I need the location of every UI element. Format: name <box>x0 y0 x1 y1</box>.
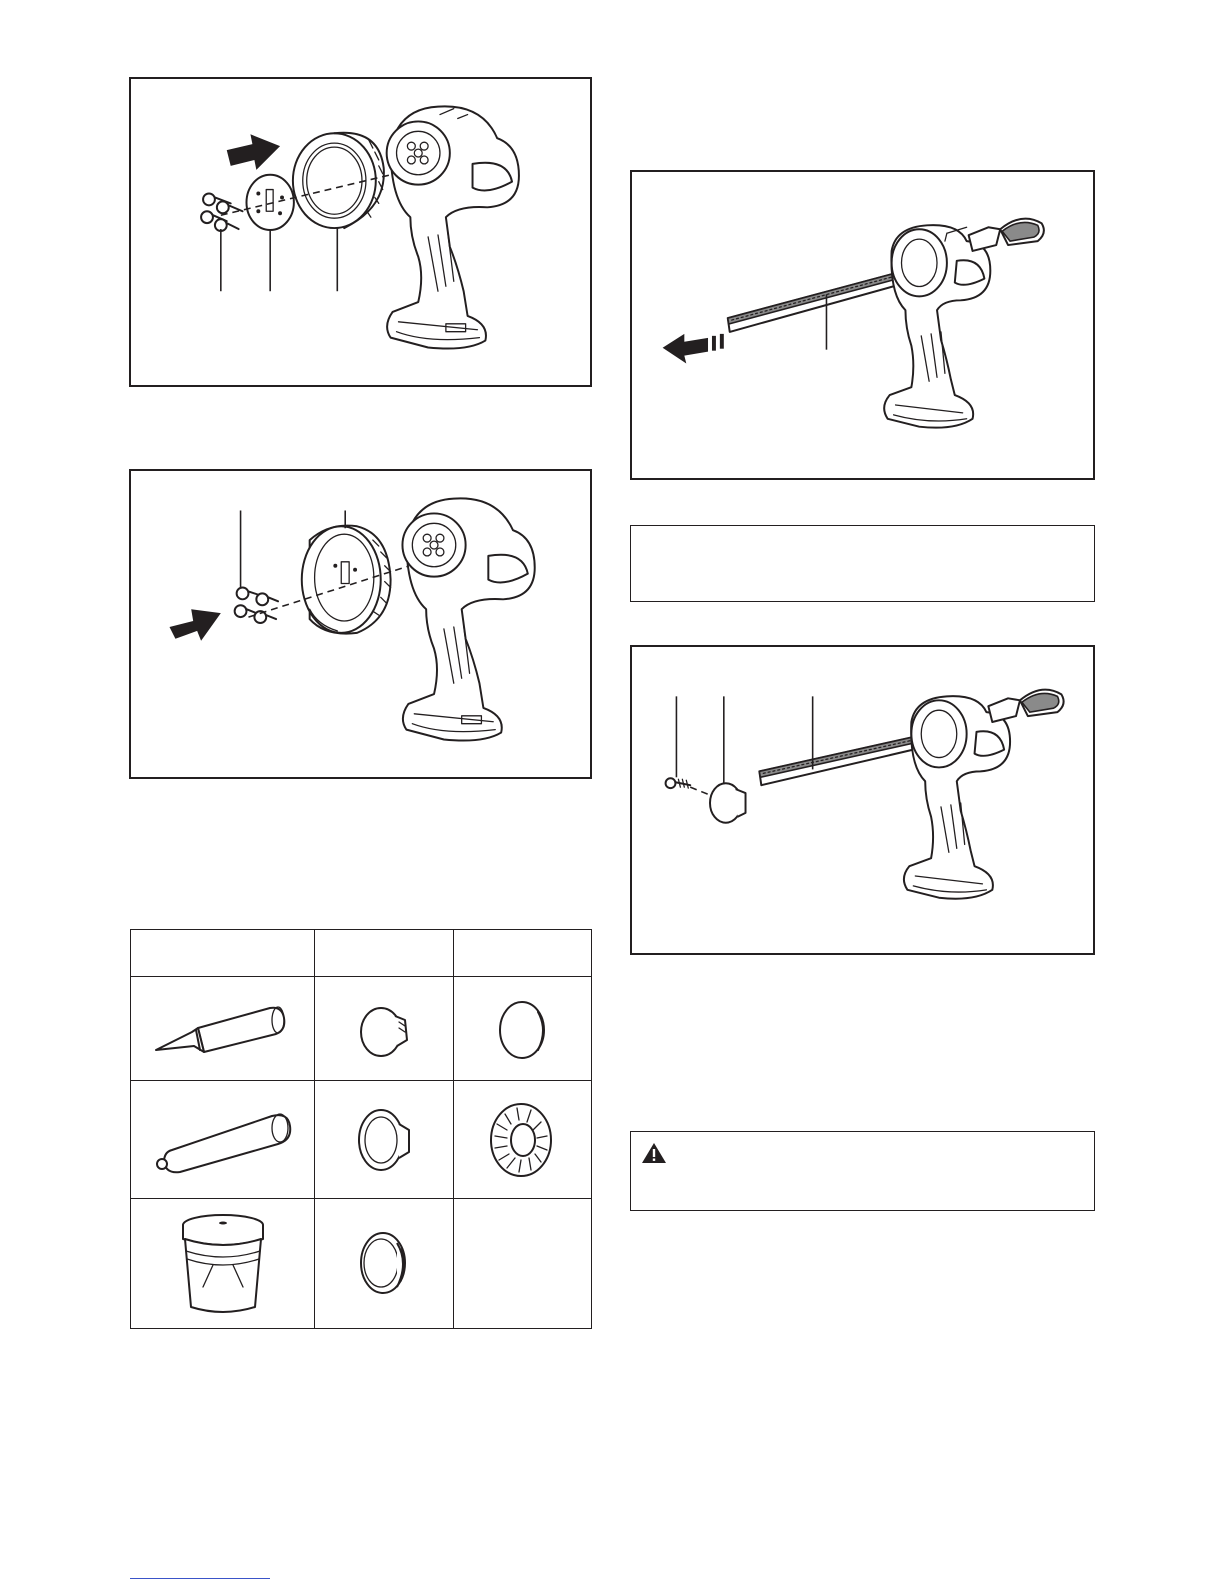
pull-arrow-icon <box>663 334 724 364</box>
cartridge-icon <box>148 994 298 1064</box>
table-header-piston-b <box>454 930 592 977</box>
figure-cap-disassembly <box>129 77 592 387</box>
footer-link[interactable] <box>130 1578 270 1579</box>
caulking-gun-body-icon <box>884 219 1044 428</box>
table-cell <box>454 1081 592 1199</box>
small-piston-icon <box>349 994 419 1064</box>
figure-rack-removal <box>630 170 1095 480</box>
screw-icon <box>235 587 278 623</box>
table-row <box>131 1199 592 1329</box>
table-row <box>131 977 592 1081</box>
table-cell <box>315 1081 454 1199</box>
bulk-piston-icon <box>349 1219 419 1309</box>
push-arrow-icon <box>227 134 280 170</box>
warning-box <box>630 1131 1095 1211</box>
sausage-pack-icon <box>148 1100 298 1180</box>
table-cell <box>454 977 592 1081</box>
figure-cap-assembly <box>129 469 592 779</box>
figure-piston-assembly <box>630 645 1095 955</box>
caulking-gun-body-icon <box>904 690 1064 899</box>
caulking-gun-body-icon <box>387 106 519 348</box>
plate-icon <box>246 175 293 230</box>
ribbed-disc-icon <box>483 1100 563 1180</box>
piston-icon <box>710 783 746 822</box>
table-cell <box>315 1199 454 1329</box>
table-header-row <box>131 930 592 977</box>
warning-triangle-icon <box>641 1142 667 1164</box>
bucket-icon <box>173 1209 273 1319</box>
cap-nut-icon <box>302 526 391 634</box>
table-cell <box>131 977 315 1081</box>
table-header-piston-a <box>315 930 454 977</box>
table-row <box>131 1081 592 1199</box>
table-header-material <box>131 930 315 977</box>
table-cell-empty <box>454 1199 592 1329</box>
material-piston-table <box>130 929 592 1329</box>
rimmed-piston-icon <box>349 1100 419 1180</box>
screw-icon <box>666 778 691 788</box>
table-cell <box>131 1199 315 1329</box>
table-cell <box>131 1081 315 1199</box>
push-arrow-icon <box>169 609 220 641</box>
table-cell <box>315 977 454 1081</box>
caulking-gun-body-icon <box>402 498 534 740</box>
note-box <box>630 525 1095 602</box>
flat-piston-icon <box>488 994 558 1064</box>
cap-nut-icon <box>293 133 384 228</box>
